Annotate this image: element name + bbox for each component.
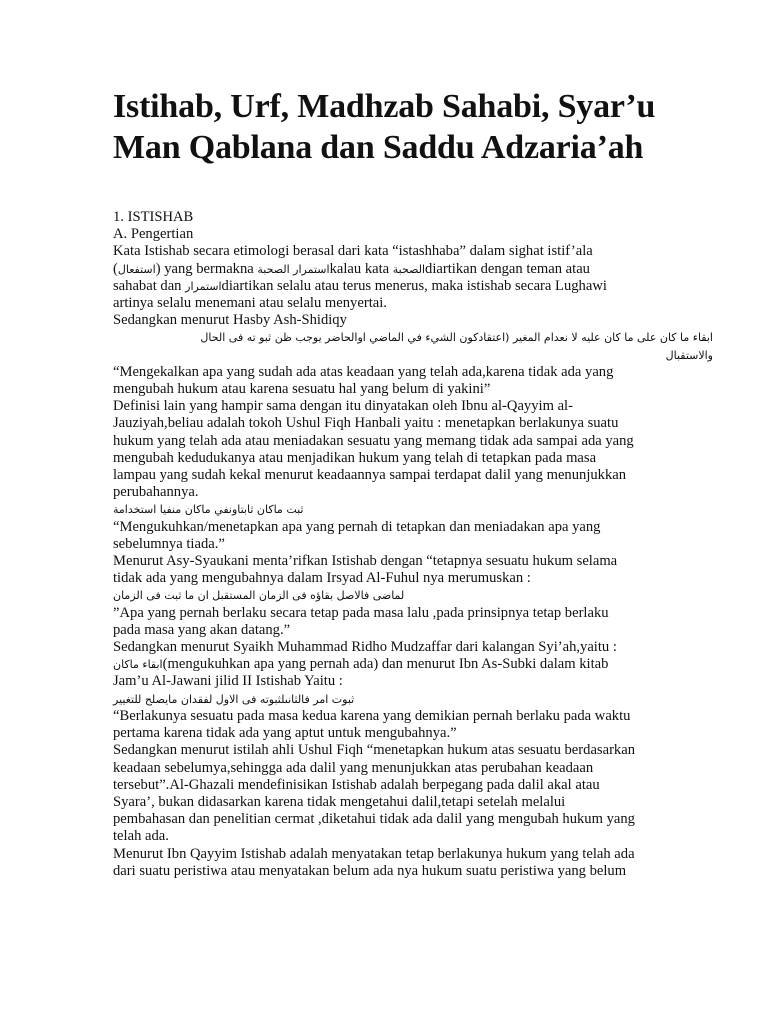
arabic-quote-line: لماضى فالاصل بقاؤه فى الزمان المستقبل ان ما ثبت فى الزمان (113, 589, 405, 603)
paragraph-line: artinya selalu menemani atau selalu menyertai. (113, 295, 387, 312)
paragraph-line-mixed (113, 278, 713, 295)
subsection-heading: A. Pengertian (113, 226, 194, 243)
arabic-term: استمرار (185, 279, 222, 293)
paragraph-line: pada masa yang akan datang.” (113, 621, 291, 638)
paragraph-line: “Mengekalkan apa yang sudah ada atas keadaan yang telah ada,karena tidak ada yang (113, 363, 614, 380)
document-body (113, 209, 713, 880)
paragraph-line: Sedangkan menurut Syaikh Muhammad Ridho Mudzaffar dari kalangan Syi’ah,yaitu : (113, 639, 617, 656)
text-fragment: ( (113, 260, 118, 277)
arabic-quote-line: والاستقبال (665, 348, 713, 362)
arabic-quote-line: ثبوت امر فالثانىلثبوته فى الاول لفقدان مايصلح للتغيير (113, 692, 355, 706)
paragraph-line: Menurut Ibn Qayyim Istishab adalah menyatakan tetap berlakunya hukum yang telah ada (113, 845, 635, 862)
document-title (113, 86, 713, 168)
paragraph-line: Menurut Asy-Syaukani menta’rifkan Istishab dengan “tetapnya sesuatu hukum selama (113, 553, 618, 570)
paragraph-line: Sedangkan menurut Hasby Ash-Shidiqy (113, 312, 347, 329)
paragraph-line: telah ada. (113, 828, 169, 845)
text-fragment: kalau kata (329, 260, 393, 277)
paragraph-line: pertama karena tidak ada yang aptut untuk mengubahnya.” (113, 725, 457, 742)
section-heading: 1. ISTISHAB (113, 209, 194, 225)
text-fragment: ) yang bermakna (155, 260, 258, 277)
paragraph-line: hukum yang telah ada atau meniadakan sesuatu yang memang tidak ada sampai ada yang (113, 432, 634, 449)
paragraph-line: mengubah kedudukanya atau menjadikan hukum yang telah di tetapkan pada masa (113, 449, 597, 466)
paragraph-line: sebelumnya tiada.” (113, 535, 225, 552)
paragraph-line: Jam’u Al-Jawani jilid II Istishab Yaitu : (113, 673, 343, 690)
paragraph-line-mixed (113, 261, 713, 278)
title-line-1: Istihab, Urf, Madhzab Sahabi, Syar’u (113, 88, 656, 125)
arabic-term: الصحبة (392, 262, 426, 276)
paragraph-line: pembahasan dan penelitian cermat ,diketahui tidak ada dalil yang mengubah hukum yang (113, 811, 635, 828)
paragraph-line: Kata Istishab secara etimologi berasal dari kata “istashhaba” dalam sighat istif’ala (113, 243, 593, 260)
paragraph-line: lampau yang sudah kekal menurut keadaannya sampai terdapat dalil yang menunjukkan (113, 467, 627, 484)
paragraph-line: Definisi lain yang hampir sama dengan itu dinyatakan oleh Ibnu al-Qayyim al- (113, 398, 573, 415)
paragraph-line: mengubah hukum atau karena sesuatu hal yang belum di yakini” (113, 381, 491, 398)
arabic-quote-line: ثبت ماكان ثابتاونفي ماكان منفيا استخدامة (113, 503, 304, 517)
title-line-2: Man Qablana dan Saddu Adzaria’ah (113, 129, 644, 166)
paragraph-line: Syara’, bukan didasarkan karena tidak mengetahui dalil,tetapi setelah melalui (113, 793, 566, 810)
paragraph-line: Sedangkan menurut istilah ahli Ushul Fiqh “menetapkan hukum atas sesuatu berdasarkan (113, 742, 636, 759)
text-fragment: diartikan dengan teman atau (425, 260, 590, 277)
paragraph-line: ”Apa yang pernah berlaku secara tetap pada masa lalu ,pada prinsipnya tetap berlaku (113, 604, 609, 621)
paragraph-line: tersebut”.Al-Ghazali mendefinisikan Istishab adalah berpegang pada dalil akal atau (113, 776, 600, 793)
arabic-term: استمرار الصحبة (257, 262, 330, 276)
paragraph-line: tidak ada yang mengubahnya dalam Irsyad Al-Fuhul nya merumuskan : (113, 570, 531, 587)
text-fragment: sahabat dan (113, 277, 186, 294)
arabic-quote-line: ابقاء ما كان على ما كان عليه لا نعدام المغير (اعتقادكون الشيء في الماضي اوالحاضر يوجب ظن ثبو ته فى الحال (200, 331, 713, 345)
paragraph-line: perubahannya. (113, 484, 199, 501)
arabic-term: ابقاء ماكان (113, 658, 163, 672)
paragraph-line: keadaan sebelumya,sehingga ada dalil yang menunjukkan atas perubahan keadaan (113, 759, 594, 776)
paragraph-line: dari suatu peristiwa atau menyatakan belum ada nya hukum suatu peristiwa yang belum (113, 862, 627, 879)
text-fragment: diartikan selalu atau terus menerus, maka istishab secara Lughawi (221, 277, 607, 294)
paragraph-line: Jauziyah,beliau adalah tokoh Ushul Fiqh Hanbali yaitu : menetapkan berlakunya suatu (113, 415, 619, 432)
paragraph-line: “Mengukuhkan/menetapkan apa yang pernah di tetapkan dan meniadakan apa yang (113, 518, 601, 535)
paragraph-line: “Berlakunya sesuatu pada masa kedua karena yang demikian pernah berlaku pada waktu (113, 707, 631, 724)
arabic-term: استفعال (117, 262, 156, 276)
paragraph-line-mixed (113, 656, 713, 673)
text-fragment: (mengukuhkan apa yang pernah ada) dan menurut Ibn As-Subki dalam kitab (162, 656, 609, 673)
